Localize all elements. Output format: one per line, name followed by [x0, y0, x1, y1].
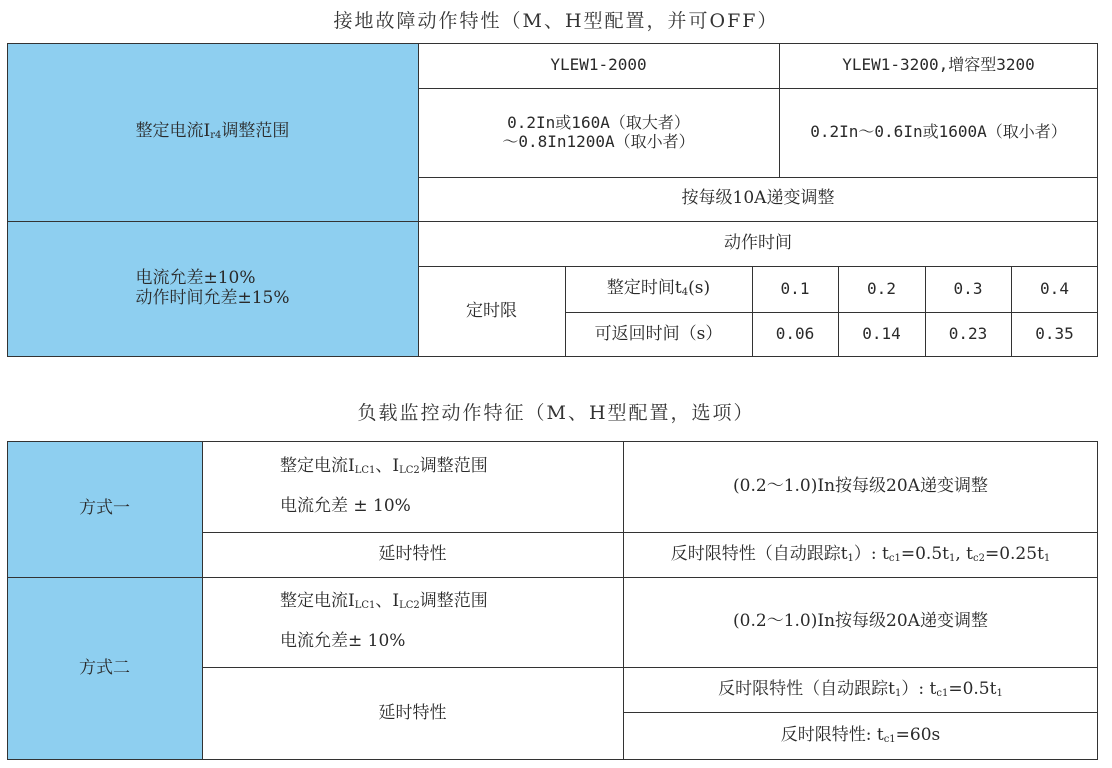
setting-time-value: 0.1	[780, 278, 810, 298]
return-time-value: 0.35	[1035, 324, 1074, 344]
setting-range-label: 整定电流$I_{r4}$调整范围	[135, 121, 290, 142]
mode1-delay-label: 延时特性	[378, 543, 447, 564]
range-2000-value: 0.2In或160A（取大者） ～0.8In1200A（取小者）	[502, 113, 695, 151]
mode2-range-value: (0.2～1.0)In按每级20A递变调整	[733, 611, 988, 632]
table1-title: 接地故障动作特性（M、H型配置，并可OFF）	[333, 10, 779, 32]
step-note: 按每级10A递变调整	[681, 188, 835, 209]
mode1-range-value: (0.2～1.0)In按每级20A递变调整	[733, 475, 988, 496]
mode1-setting-label: 整定电流$I_{LC1}$、$I_{LC2}$调整范围 电流允差 ± 10%	[280, 455, 488, 516]
mode2-setting-label: 整定电流$I_{LC1}$、$I_{LC2}$调整范围 电流允差± 10%	[280, 591, 488, 651]
setting-time-value: 0.2	[867, 278, 896, 298]
definite-time-label: 定时限	[466, 300, 517, 321]
mode1-delay-value: 反时限特性（自动跟踪$t_1$）: $t_{c1}=0.5t_1$, $t_{c2}=0.25t_1$	[670, 543, 1051, 564]
mode1-label: 方式一	[79, 498, 130, 519]
model-3200-header: YLEW1-3200,增容型3200	[842, 55, 1035, 75]
return-time-value: 0.06	[775, 324, 815, 344]
return-time-label: 可返回时间（s）	[594, 323, 723, 344]
model-2000-header: YLEW1-2000	[550, 55, 647, 75]
setting-time-label: 整定时间$t_4(s)$	[606, 278, 711, 299]
tolerance-label: 电流允差±10% 动作时间允差±15%	[135, 267, 290, 308]
mode2-delay-value-1: 反时限特性（自动跟踪$t_1$）: $t_{c1}=0.5t_1$	[718, 678, 1003, 699]
mode2-delay-label: 延时特性	[378, 702, 447, 723]
setting-time-value: 0.4	[1040, 278, 1069, 298]
range-3200-value: 0.2In～0.6In或1600A（取小者）	[810, 122, 1067, 142]
setting-time-value: 0.3	[953, 278, 983, 298]
mode2-delay-value-2: 反时限特性: $t_{c1}=60s$	[780, 725, 941, 746]
mode2-label: 方式二	[79, 657, 130, 678]
action-time-header: 动作时间	[724, 232, 792, 253]
return-time-value: 0.14	[862, 324, 901, 344]
table2-title: 负载监控动作特征（M、H型配置，选项）	[357, 402, 755, 424]
return-time-value: 0.23	[948, 324, 988, 344]
